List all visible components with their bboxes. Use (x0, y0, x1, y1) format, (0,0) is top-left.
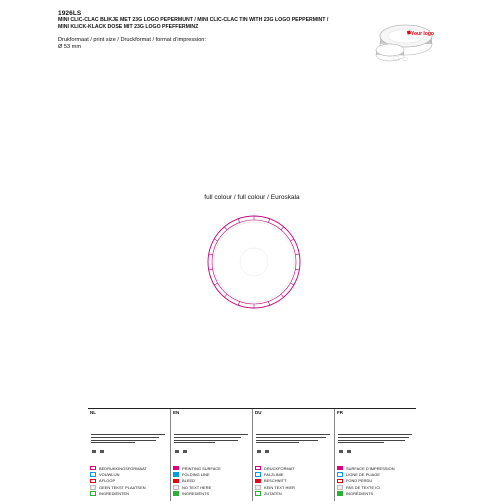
product-title-line-1: MINI CLIC-CLAC BLIKJE MET 23G LOGO PEPERMUNT / MINI CLIC-CLAC TIN WITH 23G LOGO PEPPERMINT / (58, 17, 329, 23)
language-code: DU (255, 410, 262, 415)
language-code: EN (173, 410, 180, 415)
folding-swatch-icon (337, 472, 343, 477)
header (58, 10, 358, 50)
print-size-label: Drukformaat / print size / Druckformat / format d’impression: (58, 36, 206, 43)
legend-column-nl (88, 409, 170, 501)
legend-item: ZUTATEN (255, 491, 295, 497)
text-block-placeholder (338, 434, 412, 448)
tin-logo-text: Your logo (411, 31, 434, 37)
ingredients-swatch-icon (173, 491, 179, 496)
legend-item: PAS DE TEXTE ICI (337, 484, 395, 490)
text-block-placeholder (256, 434, 330, 448)
legend-item: BESCHNITT (255, 478, 295, 484)
legend-item: BEDRUKKINGSFORMAAT (90, 465, 147, 471)
print-size-value: Ø 53 mm (58, 43, 82, 50)
mark-icon (347, 450, 351, 453)
legend-column-en (170, 409, 252, 501)
ingredients-swatch-icon (337, 491, 343, 496)
mark-icon (183, 450, 187, 453)
legend-column-fr (334, 409, 416, 501)
folding-swatch-icon (255, 472, 261, 477)
legend-item: VOUWLIJN (90, 471, 147, 477)
no-text-swatch-icon (337, 485, 343, 490)
folding-swatch-icon (90, 472, 96, 477)
legend-panel (88, 408, 416, 501)
printing-swatch-icon (173, 466, 179, 471)
mint-tin-photo-icon (360, 14, 446, 64)
mark-icon (92, 450, 96, 453)
legend-list (173, 465, 221, 497)
legend-item: INGREDIËNTEN (90, 491, 147, 497)
legend-list (337, 465, 395, 497)
legend-item: FOLDING LINE (173, 471, 221, 477)
legend-item: FOND PERDU (337, 478, 395, 484)
colour-caption: full colour / full colour / Euroskala (204, 194, 300, 201)
mark-icon (265, 450, 269, 453)
bleed-swatch-icon (337, 479, 343, 484)
legend-item: BLEED (173, 478, 221, 484)
mark-icon (175, 450, 179, 453)
product-title-line-2: MINI KLICK-KLACK DOSE MIT 23G LOGO PFEFFERMINZ (58, 23, 199, 30)
no-text-swatch-icon (255, 485, 261, 490)
printing-swatch-icon (337, 466, 343, 471)
text-block-placeholder (91, 434, 165, 448)
bleed-swatch-icon (90, 479, 96, 484)
no-text-swatch-icon (173, 485, 179, 490)
legend-item: GEEN TEKST PLAATSEN (90, 484, 147, 490)
mark-icon (100, 450, 104, 453)
legend-item: INGREDIENTS (173, 491, 221, 497)
legend-item: FALZLINIE (255, 471, 295, 477)
language-code: NL (90, 410, 96, 415)
printing-swatch-icon (90, 466, 96, 471)
legend-column-du (252, 409, 334, 501)
language-code: FR (337, 410, 343, 415)
no-text-swatch-icon (90, 485, 96, 490)
folding-swatch-icon (173, 472, 179, 477)
legend-item: KEIN TEXT HIER (255, 484, 295, 490)
bleed-ring (208, 216, 300, 308)
legend-item: AFLOOP (90, 478, 147, 484)
legend-item: SURFACE D’IMPRESSION (337, 465, 395, 471)
legend-item: LIGNE DE PLIAGE (337, 471, 395, 477)
ingredients-swatch-icon (90, 491, 96, 496)
print-area-disc (204, 212, 304, 312)
printing-swatch-icon (255, 466, 261, 471)
legend-item: INGRÉDIENTS (337, 491, 395, 497)
legend-item: NO TEXT HERE (173, 484, 221, 490)
legend-list (90, 465, 147, 497)
ingredients-swatch-icon (255, 491, 261, 496)
bleed-swatch-icon (255, 479, 261, 484)
text-block-placeholder (174, 434, 248, 448)
mark-icon (339, 450, 343, 453)
legend-item: DRUCKFORMAT (255, 465, 295, 471)
mark-icon (257, 450, 261, 453)
legend-item: PRINTING SURFACE (173, 465, 221, 471)
bleed-swatch-icon (173, 479, 179, 484)
legend-list (255, 465, 295, 497)
product-code: 1926LS (58, 10, 82, 17)
